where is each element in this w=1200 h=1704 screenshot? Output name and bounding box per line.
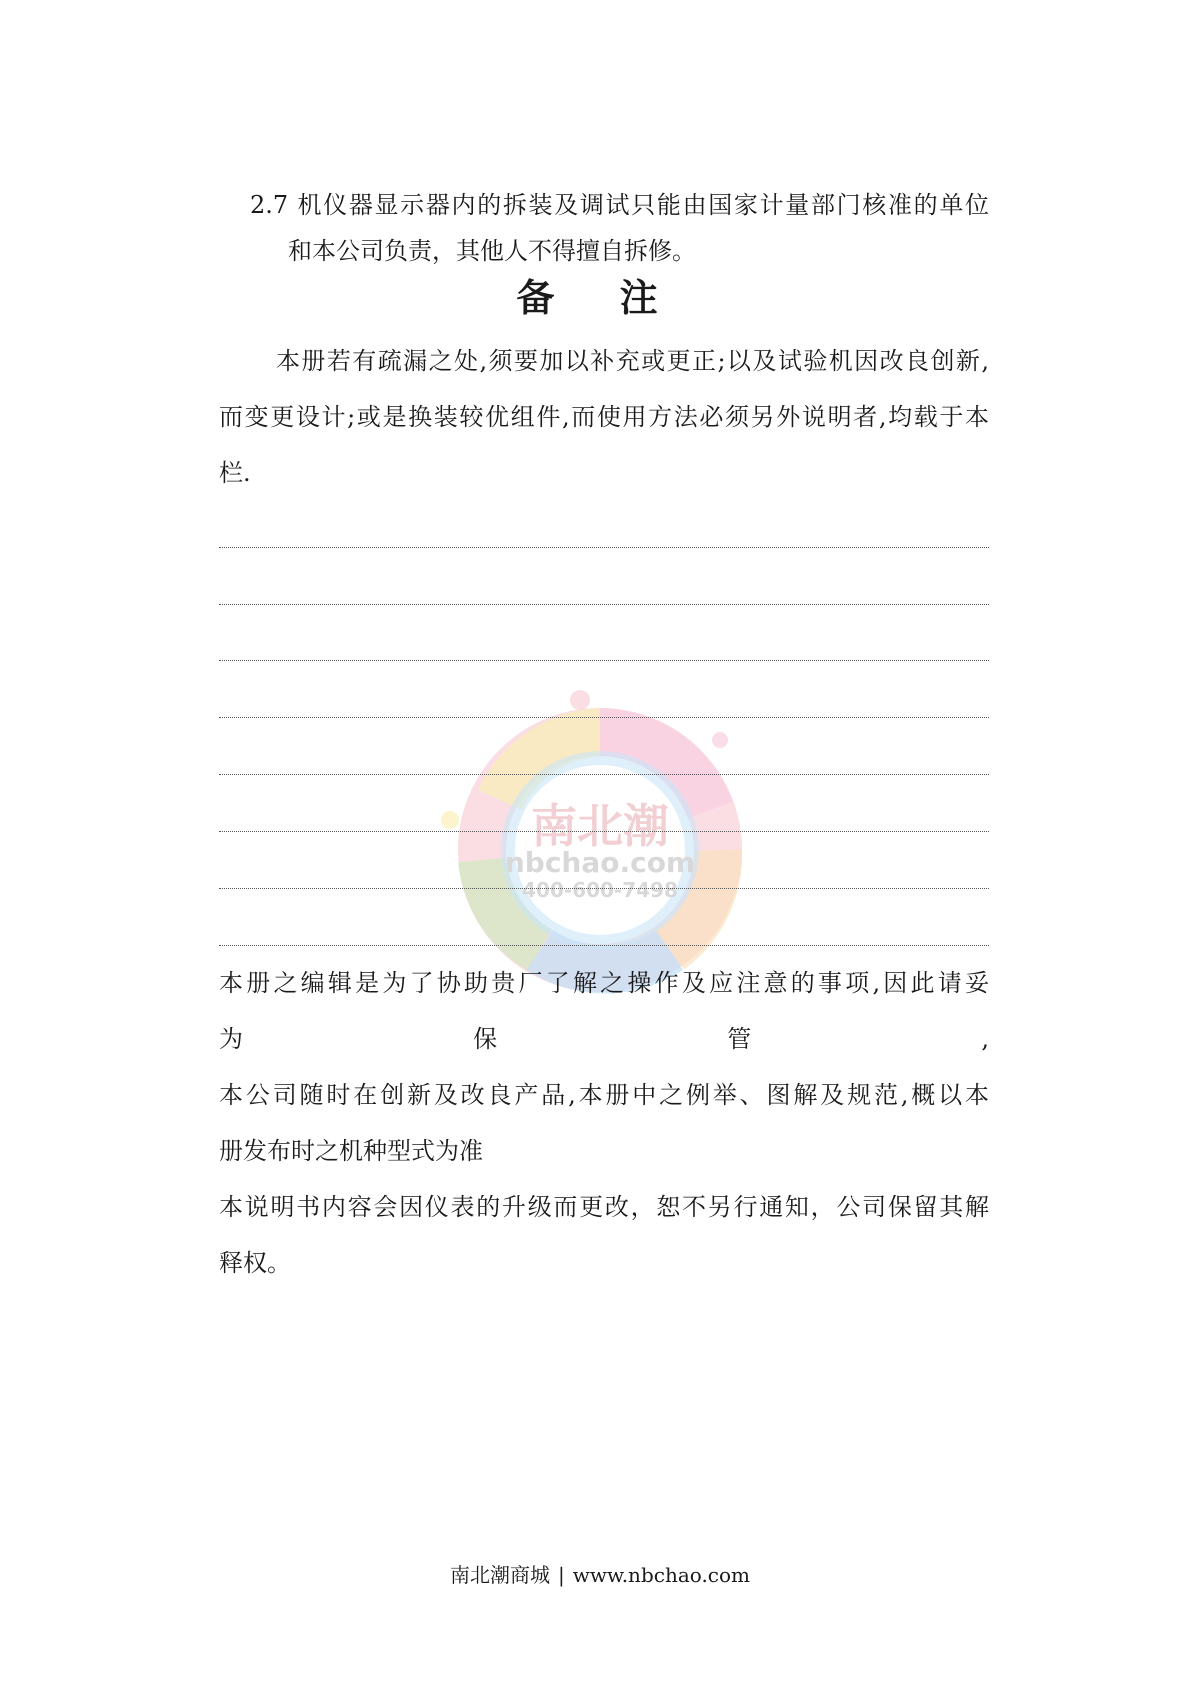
closing-line-5: 本说明书内容会因仪表的升级而更改，恕不另行通知，公司保留其解 (219, 1193, 989, 1221)
section-2-7-line-1: 2.7 机仪器显示器内的拆装及调试只能由国家计量部门核准的单位 (250, 191, 989, 219)
closing-line-4: 册发布时之机种型式为准 (219, 1137, 483, 1165)
writing-line (219, 604, 989, 605)
writing-line (219, 717, 989, 718)
spread-char: , (981, 1025, 989, 1053)
watermark-domain-text: nbchao.com (504, 846, 696, 879)
closing-line-3: 本公司随时在创新及改良产品,本册中之例举、图解及规范,概以本 (219, 1081, 989, 1109)
writing-line (219, 774, 989, 775)
watermark-brand-text: 南北潮 (531, 799, 669, 853)
remarks-paragraph-line-2: 而变更设计;或是换装较优组件,而使用方法必须另外说明者,均载于本 (219, 403, 989, 431)
watermark-phone-text: 400-600-7498 (522, 878, 678, 902)
footer-url-link[interactable]: www.nbchao.com (572, 1563, 751, 1587)
spread-char: 管 (727, 1025, 752, 1053)
section-2-7-line-2: 和本公司负责，其他人不得擅自拆修。 (288, 237, 696, 265)
writing-line (219, 547, 989, 548)
writing-line (219, 831, 989, 832)
writing-line (219, 660, 989, 661)
footer-site-name: 南北潮商城 (449, 1563, 550, 1587)
writing-line (219, 888, 989, 889)
spread-char: 保 (473, 1025, 498, 1053)
page-footer (0, 1562, 1200, 1588)
remarks-title: 备 注 (516, 275, 684, 320)
remarks-paragraph-line-3: 栏. (219, 459, 251, 487)
closing-line-6: 释权。 (219, 1249, 291, 1277)
closing-line-2-spread (219, 1024, 989, 1054)
writing-line (219, 945, 989, 946)
closing-line-1: 本册之编辑是为了协助贵厂了解之操作及应注意的事项,因此请妥 (219, 969, 989, 997)
watermark-logo (420, 680, 780, 1010)
footer-separator: | (557, 1563, 565, 1587)
spread-char: 为 (219, 1025, 243, 1053)
remarks-paragraph-line-1: 本册若有疏漏之处,须要加以补充或更正;以及试验机因改良创新, (276, 347, 989, 375)
